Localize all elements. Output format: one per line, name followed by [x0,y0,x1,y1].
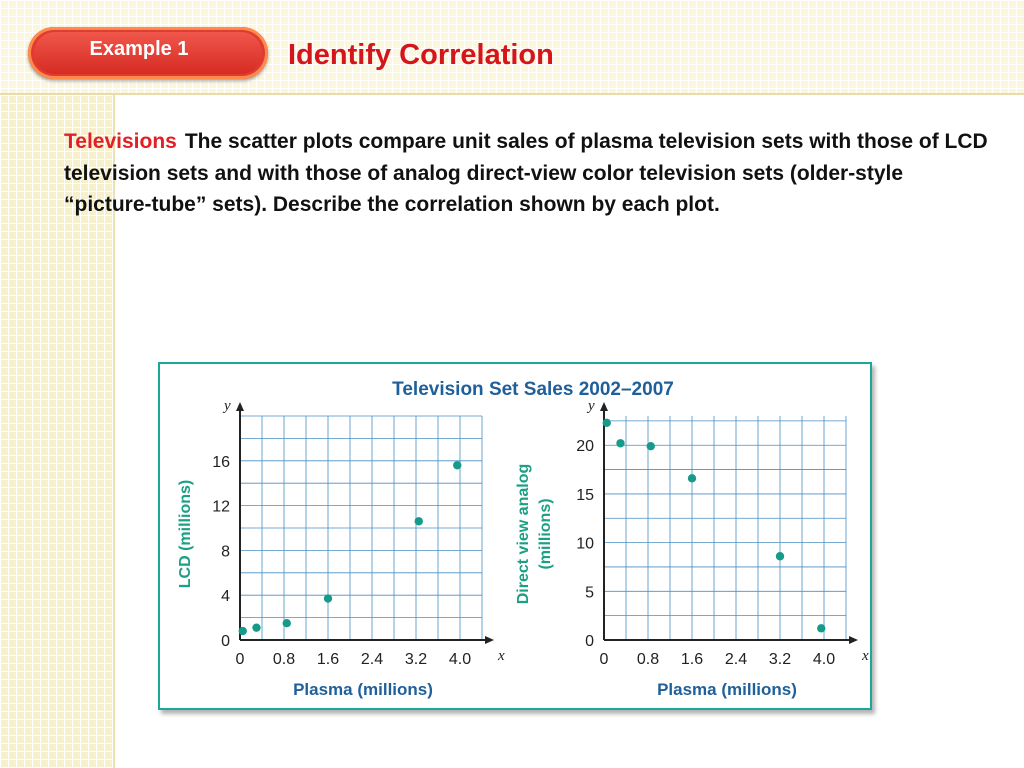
y-tick-label: 0 [585,633,594,650]
data-point [415,517,423,525]
y-tick-label: 4 [221,588,230,606]
y-axis-arrow-icon [236,402,244,411]
plots-group [177,398,869,699]
x-axis-letter: x [498,648,505,664]
x-tick-label: 0 [599,651,609,668]
y-axis-title: Direct view analog [515,463,532,605]
chart-panel [158,362,872,710]
data-point [603,419,611,427]
problem-text [64,126,994,221]
problem-body: The scatter plots compare unit sales of plasma television sets with those of LCD television sets and with those of analog direct-view color television sets (older-style “picture-tube” sets). Describe the correlation shown by each plot. [64,130,988,216]
data-point [776,552,784,560]
y-tick-label: 12 [212,498,230,516]
x-tick-label: 3.2 [768,651,792,668]
y-axis-letter: y [224,398,231,414]
y-tick-label: 10 [576,535,594,553]
y-axis-letter: y [588,398,595,414]
x-tick-label: 3.2 [404,651,428,668]
x-axis-title: Plasma (millions) [293,680,433,699]
x-tick-label: 2.4 [724,651,748,668]
page-title: Identify Correlation [288,39,554,71]
x-axis-arrow-icon [485,636,494,644]
x-axis-title: Plasma (millions) [657,680,797,699]
y-axis-arrow-icon [600,402,608,411]
x-tick-label: 4.0 [448,651,472,668]
x-tick-label: 2.4 [360,651,384,668]
x-tick-label: 1.6 [680,651,704,668]
x-axis-letter: x [862,648,869,664]
data-point [283,619,291,627]
data-point [647,442,655,450]
y-tick-label: 16 [212,453,230,471]
scatter-plot-1 [177,398,505,699]
data-point [688,474,696,482]
chart-title: Television Set Sales 2002–2007 [392,379,674,400]
x-tick-label: 1.6 [316,651,340,668]
data-point [817,624,825,632]
scatter-plot-2 [515,398,869,699]
y-tick-label: 8 [221,543,230,561]
x-tick-label: 0.8 [636,651,660,668]
y-tick-label: 5 [585,584,594,602]
data-point [324,594,332,602]
x-axis-arrow-icon [849,636,858,644]
y-axis-title: LCD (millions) [177,479,194,589]
scatter-plots-svg [160,364,870,708]
example-label: Example 1 [89,38,189,60]
y-axis-title: (millions) [537,498,554,570]
x-tick-label: 0 [235,651,245,668]
data-point [616,439,624,447]
data-point [453,461,461,469]
data-point [252,623,260,631]
x-tick-label: 0.8 [272,651,296,668]
x-tick-label: 4.0 [812,651,836,668]
y-tick-label: 15 [576,486,594,504]
problem-lead: Televisions [64,130,177,153]
y-tick-label: 0 [221,633,230,650]
data-point [239,627,247,635]
y-tick-label: 20 [576,438,594,456]
